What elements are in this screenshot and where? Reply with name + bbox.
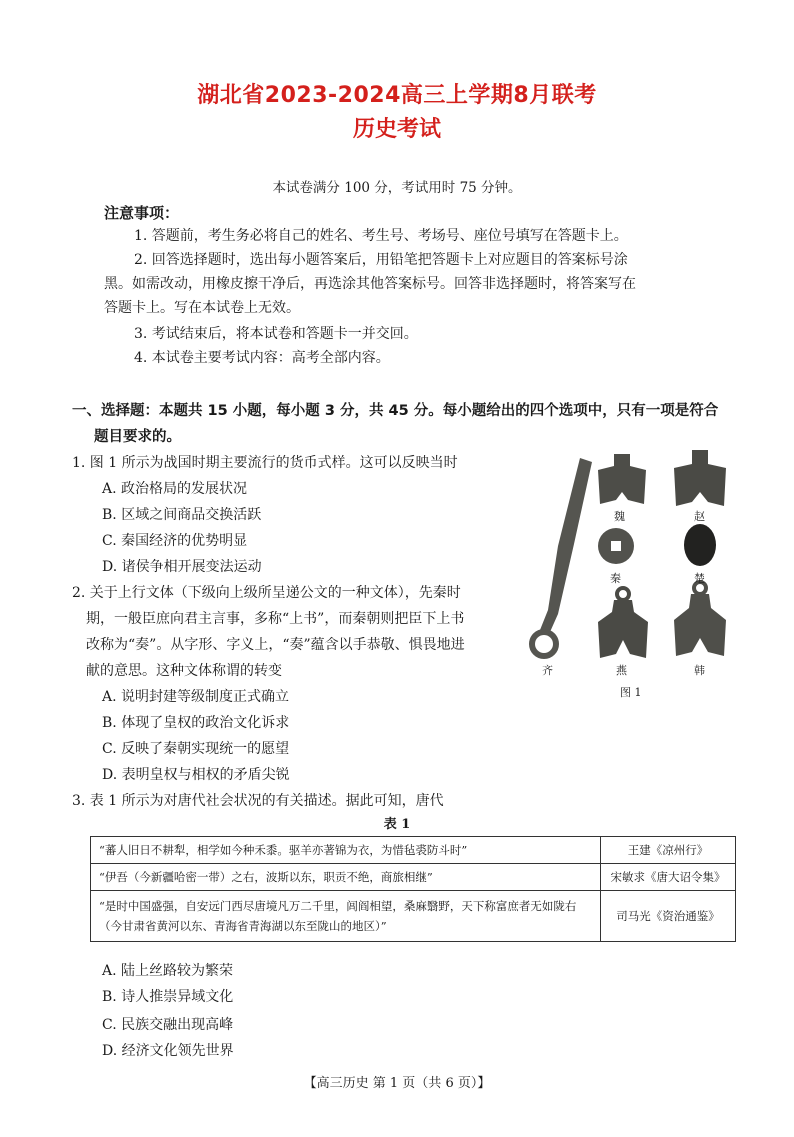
table-1-title: 表 1	[383, 817, 411, 832]
notice-line: 答题卡上。写在本试卷上无效。	[104, 300, 300, 316]
notice-line: 4. 本试卷主要考试内容：高考全部内容。	[134, 350, 390, 366]
question-2-stem-line: 2. 关于上行文体（下级向上级所呈递公文的一种文体），先秦时	[72, 585, 461, 601]
figure-1-coins	[528, 448, 768, 698]
section-heading	[72, 398, 722, 450]
section-heading-line1: 一、选择题：本题共 15 小题，每小题 3 分，共 45 分。每小题给出的四个选项中，只有一项是符合	[72, 403, 719, 419]
table-cell-source: 宋敏求《唐大诏令集》	[601, 864, 736, 891]
question-1-option-a: A. 政治格局的发展状况	[102, 481, 248, 497]
question-3-option-c: C. 民族交融出现高峰	[102, 1017, 234, 1033]
table-cell-quote: “是时中国盛强，自安远门西尽唐境凡万二千里，闾阎相望，桑麻翳野，天下称富庶者无如陇右（今甘肃省黄河以东、青海省青海湖以东至陇山的地区）”	[91, 891, 601, 942]
question-3-stem: 3. 表 1 所示为对唐代社会状况的有关描述。据此可知，唐代	[72, 793, 444, 809]
spade-coin-wei-image	[594, 452, 650, 508]
table-1	[90, 836, 736, 942]
exam-title: 湖北省2023-2024高三上学期8月联考	[197, 83, 597, 108]
table-cell-source: 王建《凉州行》	[601, 837, 736, 864]
question-2-option-b: B. 体现了皇权的政治文化诉求	[102, 715, 290, 731]
table-cell-quote: “蕃人旧日不耕犁，相学如今种禾黍。驱羊亦著锦为衣，为惜毡裘防斗时”	[91, 837, 601, 864]
table-row	[91, 864, 736, 891]
table-row	[91, 891, 736, 942]
question-3-option-d: D. 经济文化领先世界	[102, 1043, 234, 1059]
question-2-stem-line: 改称为“奏”。从字形、字义上，“奏”蕴含以手恭敬、惧畏地进	[86, 637, 465, 653]
question-1-option-c: C. 秦国经济的优势明显	[102, 533, 248, 549]
question-1-option-d: D. 诸侯争相开展变法运动	[102, 559, 262, 575]
figure-label-qi: 齐	[542, 664, 553, 677]
notice-line: 黑。如需改动，用橡皮擦干净后，再选涂其他答案标号。回答非选择题时，将答案写在	[104, 276, 636, 292]
figure-label-yan: 燕	[616, 664, 627, 677]
page-footer: 【高三历史 第 1 页（共 6 页）】	[303, 1076, 491, 1091]
table-row	[91, 837, 736, 864]
figure-label-zhao: 赵	[694, 510, 705, 523]
question-2-option-c: C. 反映了秦朝实现统一的愿望	[102, 741, 290, 757]
figure-label-wei: 魏	[614, 510, 625, 523]
exam-meta: 本试卷满分 100 分，考试用时 75 分钟。	[272, 180, 522, 196]
figure-label-han: 韩	[694, 664, 705, 677]
notice-line: 1. 答题前，考生务必将自己的姓名、考生号、考场号、座位号填写在答题卡上。	[134, 228, 628, 244]
notice-line: 3. 考试结束后，将本试卷和答题卡一并交回。	[134, 326, 418, 342]
table-cell-source: 司马光《资治通鉴》	[601, 891, 736, 942]
notice-line: 2. 回答选择题时，选出每小题答案后，用铅笔把答题卡上对应题目的答案标号涂	[134, 252, 628, 268]
question-1-option-b: B. 区域之间商品交换活跃	[102, 507, 262, 523]
question-2-stem-line: 献的意思。这种文体称谓的转变	[86, 663, 282, 679]
question-1-stem: 1. 图 1 所示为战国时期主要流行的货币式样。这可以反映当时	[72, 455, 458, 471]
figure-caption: 图 1	[620, 686, 642, 699]
spade-coin-yan-image	[594, 586, 652, 662]
spade-coin-zhao-image	[670, 448, 730, 510]
ant-nose-coin-chu-image	[682, 522, 718, 568]
figure-label-qin: 秦	[610, 572, 621, 585]
spade-coin-han-image	[670, 580, 730, 660]
knife-coin-image	[528, 454, 598, 666]
question-3-option-b: B. 诗人推崇异域文化	[102, 989, 234, 1005]
question-2-stem-line: 期，一般臣庶向君主言事，多称“上书”，而秦朝则把臣下上书	[86, 611, 465, 627]
figure-label-chu: 楚	[694, 572, 705, 585]
question-2-option-d: D. 表明皇权与相权的矛盾尖锐	[102, 767, 290, 783]
question-2-option-a: A. 说明封建等级制度正式确立	[102, 689, 290, 705]
exam-subtitle: 历史考试	[352, 117, 441, 142]
question-3-option-a: A. 陆上丝路较为繁荣	[102, 963, 234, 979]
table-cell-quote: “伊吾（今新疆哈密一带）之右，波斯以东，职贡不绝，商旅相继”	[91, 864, 601, 891]
notice-heading: 注意事项：	[104, 204, 180, 222]
section-heading-line2: 题目要求的。	[94, 429, 181, 445]
round-coin-qin-image	[596, 526, 636, 566]
